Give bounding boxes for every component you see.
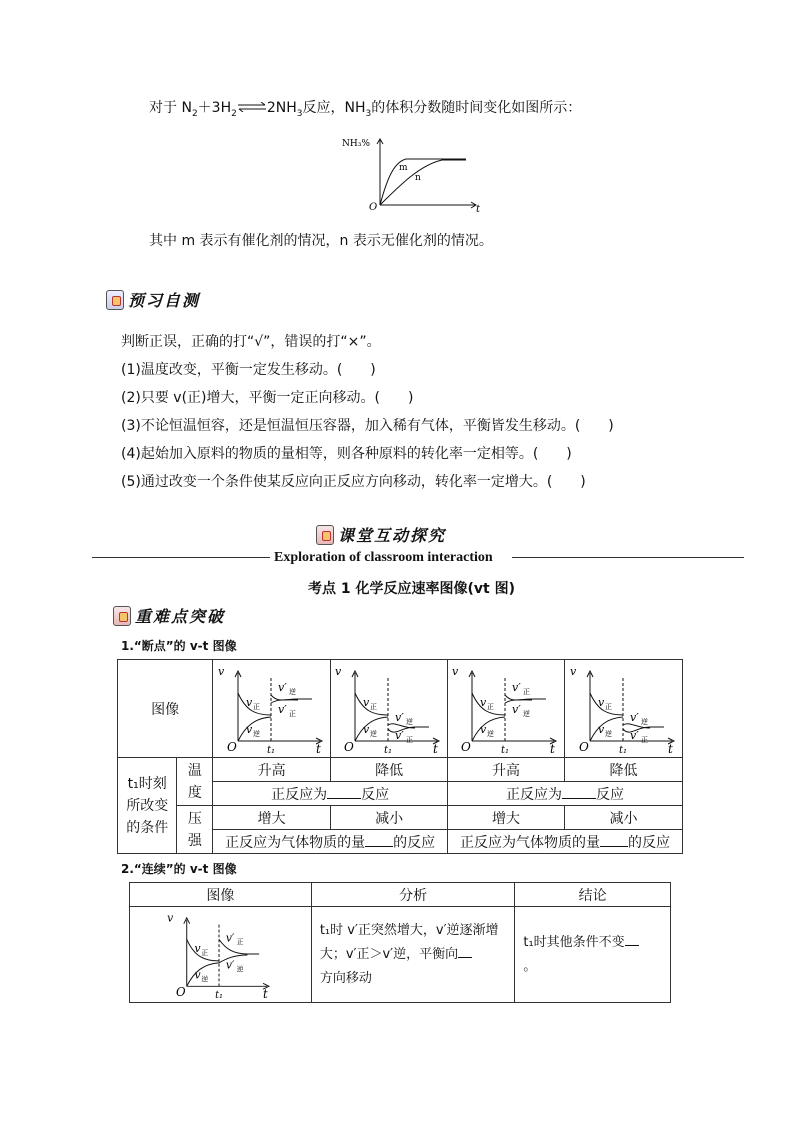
- t1-label: t₁: [266, 744, 275, 755]
- vt-graph-3: [448, 660, 565, 758]
- graph-xlabel: t: [476, 204, 481, 215]
- classroom-heading: [316, 523, 446, 546]
- fill-text: 正反应为气体物质的量: [225, 834, 366, 851]
- origin-label: O: [226, 739, 237, 754]
- temp-cell: 升高: [213, 758, 331, 782]
- v-reverse-prime-label: v′: [277, 680, 287, 694]
- v-reverse-prime-label: v′: [226, 958, 235, 972]
- divider-right: [512, 557, 744, 558]
- v-reverse-label: v: [480, 722, 487, 736]
- breakpoint-table: [117, 659, 683, 854]
- row-header-line: t₁时刻: [127, 775, 167, 792]
- analysis-line: 方向移动: [319, 970, 372, 986]
- image-label: 图像: [118, 660, 213, 758]
- analysis-line: [320, 943, 507, 967]
- row-header-line: 的条件: [126, 819, 169, 836]
- v-forward-label-sub: 正: [252, 702, 260, 711]
- v-reverse-label-sub: 逆: [370, 729, 378, 738]
- conclusion-line: [523, 931, 662, 955]
- col-header: 结论: [515, 883, 671, 907]
- vt-graph-2: [331, 660, 448, 758]
- temp-cell: 降低: [565, 758, 683, 782]
- curve-n-label: n: [415, 173, 421, 183]
- answer-blank[interactable]: [365, 834, 393, 847]
- preview-item: (4)起始加入原料的物质的量相等，则各种原料的转化率一定相等。( ): [121, 446, 572, 462]
- fill-text: 正反应为: [506, 786, 563, 803]
- row-header-line: 所改变: [126, 797, 169, 814]
- book-icon: [316, 525, 334, 545]
- classroom-subtitle: Exploration of classroom interaction: [274, 550, 493, 565]
- t-axis-label: t: [433, 741, 438, 755]
- v-forward-prime-label-sub: 正: [406, 735, 414, 744]
- origin-label: O: [578, 739, 589, 754]
- v-axis-label: v: [167, 911, 174, 925]
- pressure-cell: 减小: [331, 806, 448, 830]
- v-reverse-prime-label-sub: 逆: [523, 709, 531, 718]
- conclusion-line: 。: [523, 958, 537, 974]
- v-axis-label: v: [335, 664, 342, 678]
- v-forward-label-sub: 正: [487, 702, 495, 711]
- eq-part: 2NH: [266, 100, 297, 116]
- t-axis-label: t: [550, 741, 555, 755]
- fill-text: 的反应: [628, 834, 671, 851]
- temp-fill-left: [213, 782, 448, 806]
- t1-label: t₁: [501, 744, 510, 755]
- temp-label-char: 度: [187, 784, 202, 801]
- pressure-cell: 减小: [565, 806, 683, 830]
- vt-graph-1: [213, 660, 331, 758]
- preview-heading-text: 预习自测: [128, 291, 201, 310]
- v-forward-prime-label: v′: [629, 728, 639, 742]
- temp-label-char: 温: [187, 762, 202, 779]
- curve-m-label: m: [399, 163, 408, 173]
- preview-instruction: 判断正误，正确的打“√”，错误的打“×”。: [121, 334, 381, 350]
- v-forward-prime-label: v′: [395, 728, 404, 742]
- answer-blank[interactable]: [458, 945, 472, 958]
- analysis-text: 大；v′正＞v′逆，平衡向: [319, 946, 459, 962]
- analysis-line: t₁时 v′正突然增大，v′逆逐渐增: [319, 922, 499, 938]
- v-forward-label: v: [363, 695, 370, 709]
- answer-blank[interactable]: [562, 786, 596, 799]
- temp-cell: 升高: [448, 758, 565, 782]
- fill-text: 反应: [596, 786, 625, 803]
- intro-equation: 对于 $N_2+3H_2$ $2NH_3$反应，$NH_3$的体积分数随时间变化如图所示：: [149, 100, 582, 119]
- t1-label: t₁: [618, 744, 627, 755]
- answer-blank[interactable]: [625, 933, 639, 946]
- v-forward-prime-label-sub: 正: [523, 687, 531, 696]
- analysis-cell: [311, 907, 515, 1003]
- preview-item: (3)不论恒温恒容，还是恒温恒压容器，加入稀有气体，平衡皆发生移动。( ): [121, 418, 614, 434]
- temp-cell: 降低: [331, 758, 448, 782]
- eq-part: 的体积分数随时间变化如图所示：: [371, 100, 582, 116]
- v-forward-prime-label: v′: [277, 702, 287, 716]
- equilibrium-arrow-icon: [237, 100, 267, 116]
- origin-label: O: [176, 984, 186, 999]
- v-axis-label: v: [569, 664, 576, 678]
- col-header: 图像: [130, 883, 312, 907]
- eq-part: 反应，NH: [302, 100, 366, 116]
- continuous-table: [129, 882, 671, 1003]
- v-forward-prime-label-sub: 正: [640, 735, 648, 744]
- v-forward-label-sub: 正: [370, 702, 378, 711]
- preview-item: (5)通过改变一个条件使某反应向正反应方向移动，转化率一定增大。( ): [121, 474, 586, 490]
- v-reverse-label-sub: 逆: [604, 729, 612, 738]
- v-axis-label: v: [217, 664, 224, 678]
- v-reverse-label: v: [245, 722, 252, 736]
- conclusion-text: t₁时其他条件不变: [523, 934, 625, 950]
- graph-ylabel: NH₃%: [342, 139, 370, 149]
- preview-heading: [106, 288, 200, 311]
- vt-graph-continuous: [130, 907, 312, 1003]
- v-forward-label-sub: 正: [201, 948, 209, 957]
- fill-text: 反应: [361, 786, 390, 803]
- section-heading: [113, 604, 225, 627]
- fill-text: 的反应: [393, 834, 436, 851]
- v-forward-label: v: [245, 695, 252, 709]
- t1-label: t₁: [215, 989, 224, 1000]
- pressure-cell: 增大: [448, 806, 565, 830]
- v-reverse-prime-label: v′: [629, 710, 639, 724]
- origin-label: O: [461, 739, 471, 754]
- v-forward-label: v: [597, 695, 604, 709]
- temp-label: [177, 758, 213, 806]
- v-reverse-label: v: [363, 722, 370, 736]
- v-forward-prime-label-sub: 正: [237, 937, 244, 946]
- sub-heading-1: 1.“断点”的 v-t 图像: [121, 639, 237, 653]
- eq-part: 对于 N: [149, 100, 192, 116]
- col-header: 分析: [311, 883, 515, 907]
- preview-item: (1)温度改变，平衡一定发生移动。( ): [121, 362, 376, 378]
- v-axis-label: v: [452, 664, 459, 678]
- v-reverse-prime-label-sub: 逆: [237, 965, 244, 974]
- sub-heading-2: 2.“连续”的 v-t 图像: [121, 862, 237, 876]
- v-forward-label: v: [480, 695, 487, 709]
- v-reverse-prime-label: v′: [512, 702, 521, 716]
- pressure-cell: 增大: [213, 806, 331, 830]
- v-reverse-label-sub: 逆: [487, 729, 495, 738]
- fill-text: 正反应为: [271, 786, 328, 803]
- intro-note: 其中 m 表示有催化剂的情况，n 表示无催化剂的情况。: [149, 233, 493, 249]
- divider-left: [92, 557, 270, 558]
- conclusion-cell: [515, 907, 671, 1003]
- fill-text: 正反应为气体物质的量: [460, 834, 601, 851]
- temp-fill-right: [448, 782, 683, 806]
- answer-blank[interactable]: [600, 834, 628, 847]
- book-icon: [113, 606, 131, 626]
- t-axis-label: t: [667, 741, 673, 755]
- v-reverse-prime-label-sub: 逆: [288, 687, 296, 696]
- v-forward-prime-label-sub: 正: [288, 709, 296, 718]
- t-axis-label: t: [263, 986, 269, 1000]
- v-reverse-prime-label-sub: 逆: [640, 717, 648, 726]
- v-reverse-label: v: [597, 722, 604, 736]
- v-reverse-label-sub: 逆: [201, 974, 209, 983]
- v-reverse-prime-label-sub: 逆: [406, 717, 414, 726]
- v-forward-prime-label: v′: [226, 930, 235, 944]
- row-header: [118, 758, 177, 854]
- t-axis-label: t: [315, 741, 321, 755]
- graph-origin: O: [369, 202, 378, 213]
- preview-item: (2)只要 v(正)增大，平衡一定正向移动。( ): [121, 390, 414, 406]
- v-forward-prime-label: v′: [512, 680, 521, 694]
- v-forward-label: v: [194, 941, 202, 955]
- answer-blank[interactable]: [327, 786, 361, 799]
- pressure-fill-right: [448, 830, 683, 854]
- topic-title: 考点 1 化学反应速率图像(vt 图): [308, 581, 515, 597]
- origin-label: O: [344, 739, 354, 754]
- notebook-icon: [106, 290, 124, 310]
- v-forward-label-sub: 正: [604, 702, 612, 711]
- nh3-graph: [340, 130, 490, 216]
- pressure-fill-left: [213, 830, 448, 854]
- v-reverse-label-sub: 逆: [252, 729, 260, 738]
- v-reverse-prime-label: v′: [395, 710, 404, 724]
- section-heading-text: 重难点突破: [135, 607, 226, 626]
- t1-label: t₁: [384, 744, 393, 755]
- pressure-label-char: 强: [187, 832, 202, 849]
- vt-graph-4: [565, 660, 683, 758]
- v-reverse-label: v: [194, 967, 202, 981]
- classroom-heading-text: 课堂互动探究: [338, 526, 447, 545]
- eq-part: ＋3H: [197, 100, 232, 116]
- pressure-label: [177, 806, 213, 854]
- pressure-label-char: 压: [187, 810, 202, 827]
